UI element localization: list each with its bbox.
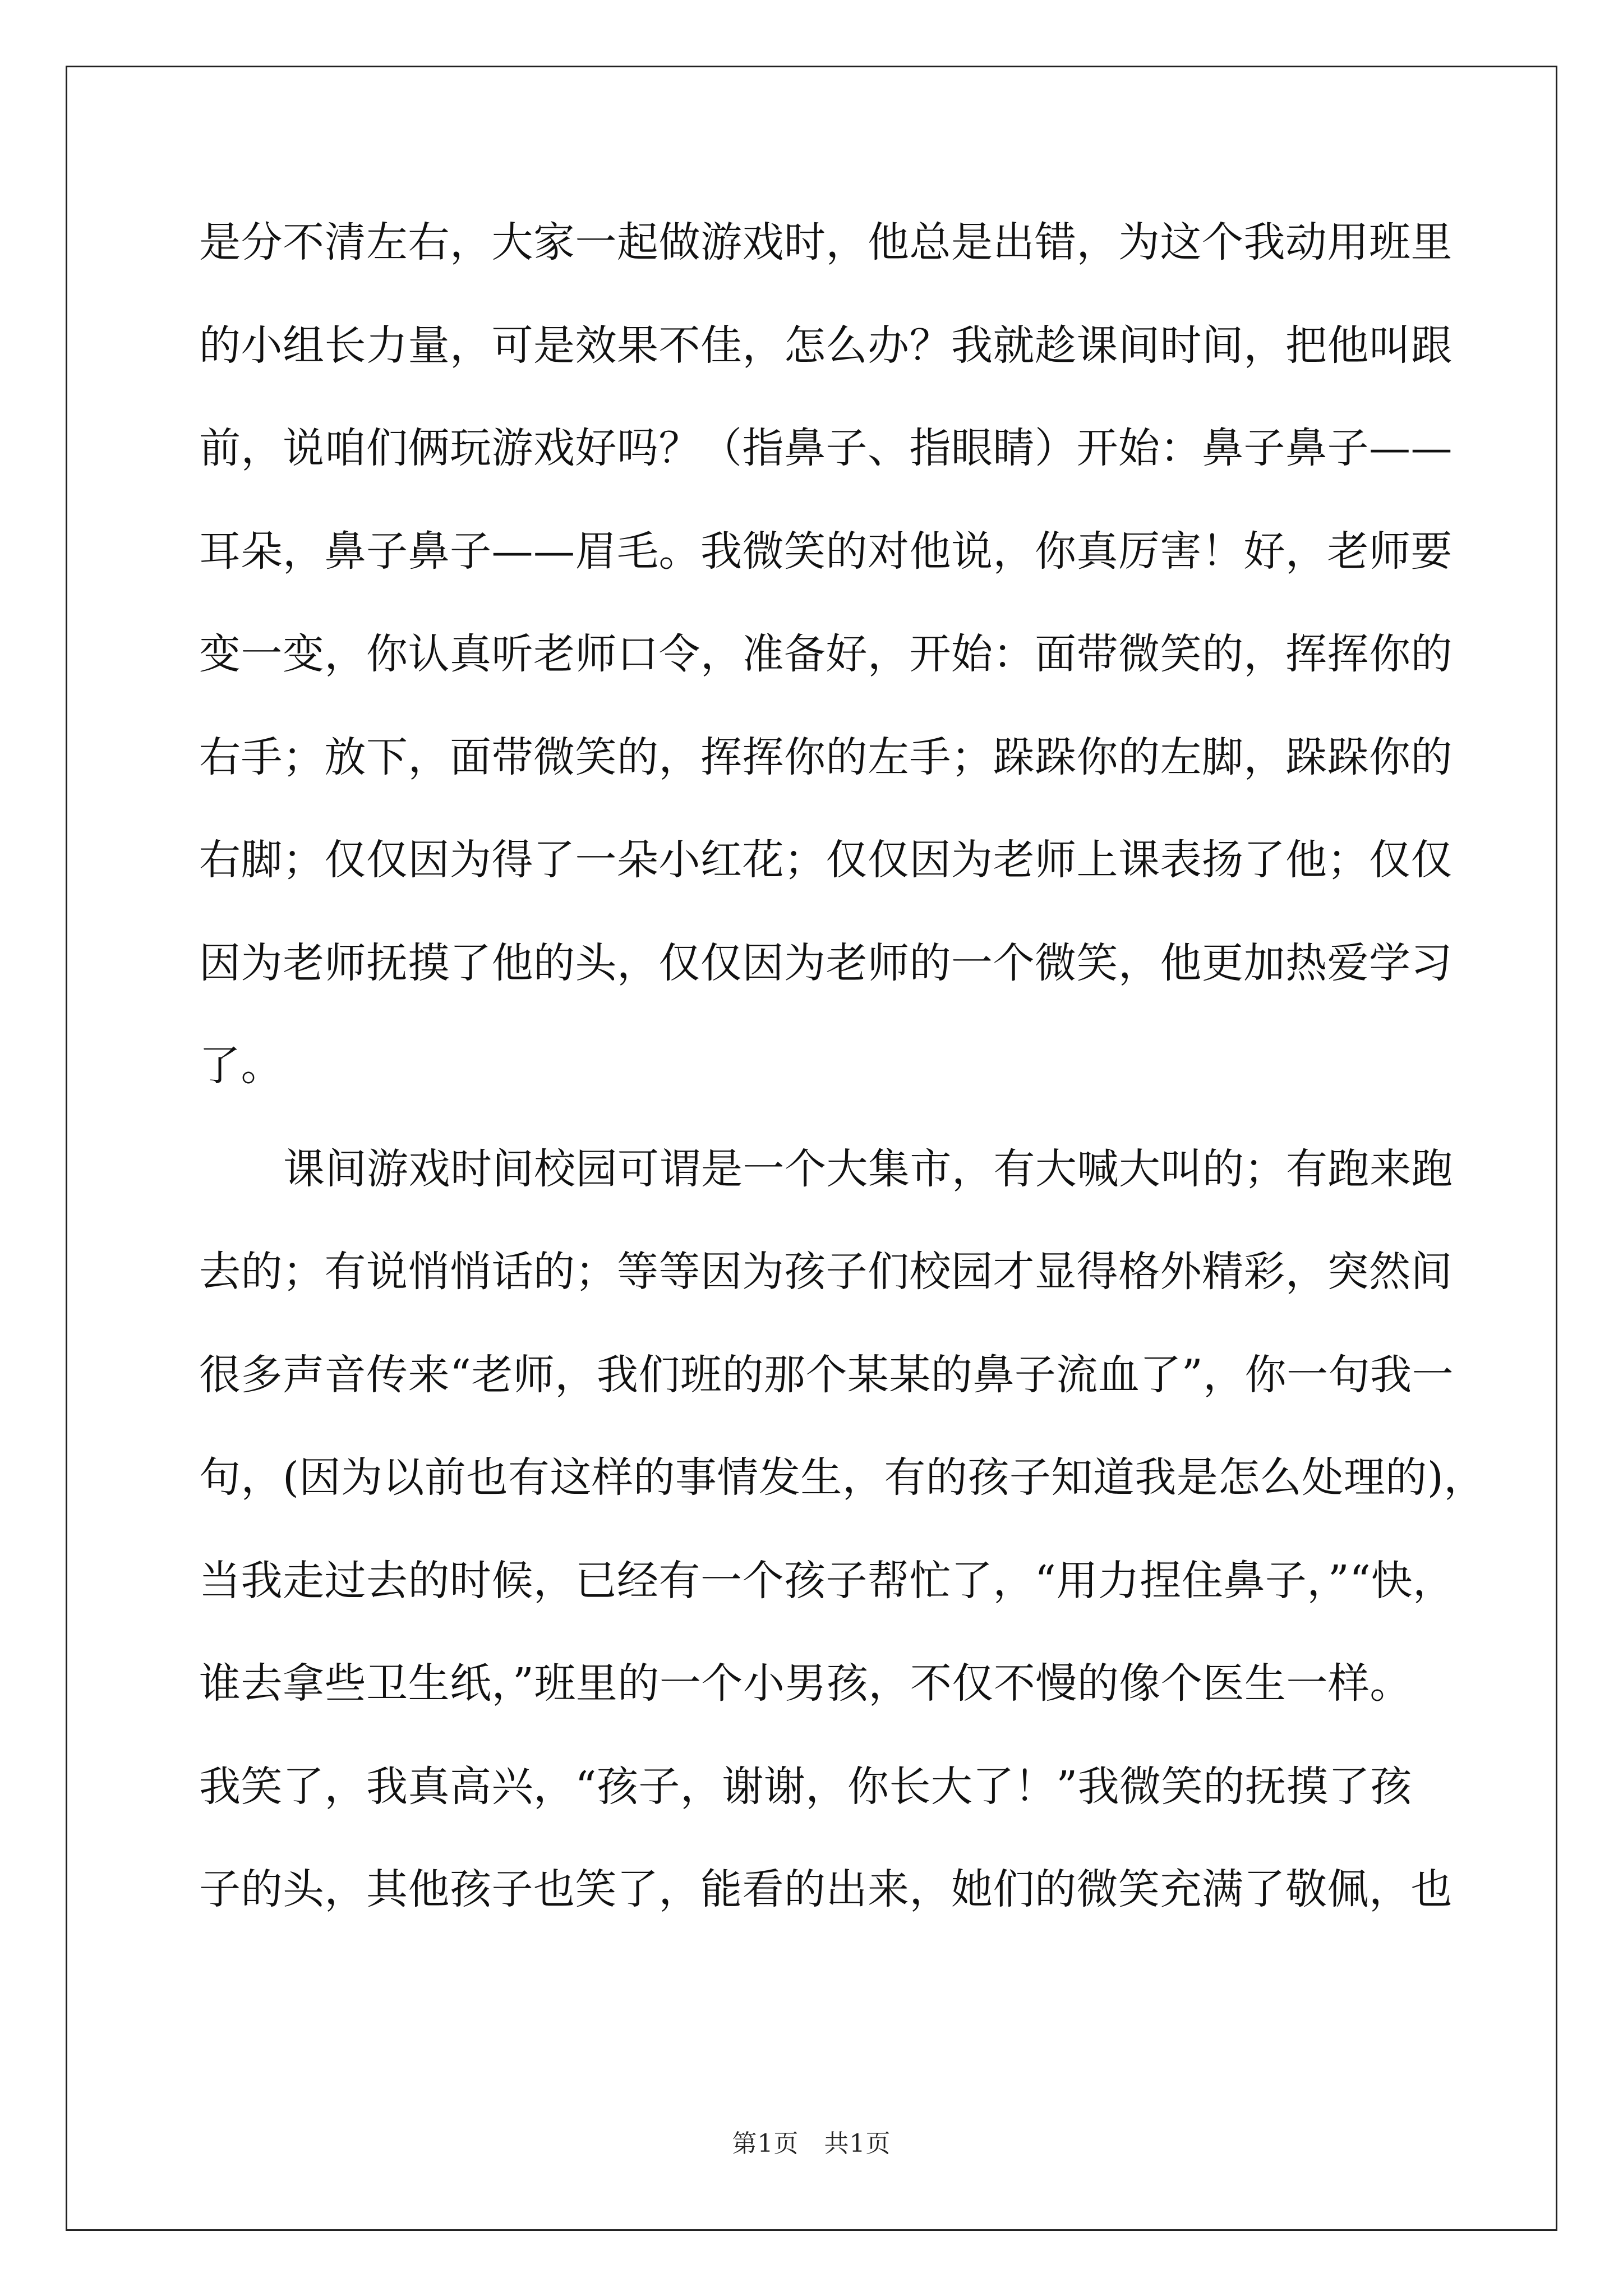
text-line: 因为老师抚摸了他的头，仅仅因为老师的一个微笑，他更加热爱学习 bbox=[199, 938, 1453, 987]
text-line: 是分不清左右，大家一起做游戏时，他总是出错，为这个我动用班里 bbox=[199, 218, 1453, 266]
paragraph-start-line: 课间游戏时间校园可谓是一个大集市，有大喊大叫的；有跑来跑 bbox=[283, 1144, 1453, 1193]
text-line: 句，(因为以前也有这样的事情发生，有的孩子知道我是怎么处理的)， bbox=[199, 1453, 1486, 1502]
text-line: 右手；放下，面带微笑的，挥挥你的左手；跺跺你的左脚，跺跺你的 bbox=[199, 733, 1453, 781]
text-line: 谁去拿些卫生纸，”班里的一个小男孩，不仅不慢的像个医生一样。 bbox=[199, 1659, 1412, 1708]
text-line: 的小组长力量，可是效果不佳，怎么办？我就趁课间时间，把他叫跟 bbox=[199, 321, 1453, 370]
text-line: 去的；有说悄悄话的；等等因为孩子们校园才显得格外精彩，突然间 bbox=[199, 1248, 1453, 1296]
text-line: 右脚；仅仅因为得了一朵小红花；仅仅因为老师上课表扬了他；仅仅 bbox=[199, 836, 1453, 884]
text-line: 当我走过去的时候，已经有一个孩子帮忙了，“用力捏住鼻子，”“快， bbox=[199, 1556, 1455, 1605]
text-line: 子的头，其他孩子也笑了，能看的出来，她们的微笑充满了敬佩，也 bbox=[199, 1865, 1453, 1913]
text-line: 很多声音传来“老师，我们班的那个某某的鼻子流血了”，你一句我一 bbox=[199, 1350, 1454, 1399]
text-line: 耳朵，鼻子鼻子——眉毛。我微笑的对他说，你真厉害！好，老师要 bbox=[199, 527, 1453, 576]
document-body bbox=[199, 218, 1486, 1972]
text-line: 我笑了，我真高兴，“孩子，谢谢，你长大了！”我微笑的抚摸了孩 bbox=[199, 1762, 1412, 1811]
text-line: 了。 bbox=[199, 1042, 283, 1090]
page-number-footer: 第1页 共1页 bbox=[732, 2129, 891, 2158]
text-line: 变一变，你认真听老师口令，准备好，开始：面带微笑的，挥挥你的 bbox=[199, 630, 1453, 678]
text-line: 前，说咱们俩玩游戏好吗？（指鼻子、指眼睛）开始：鼻子鼻子—— bbox=[199, 424, 1453, 472]
